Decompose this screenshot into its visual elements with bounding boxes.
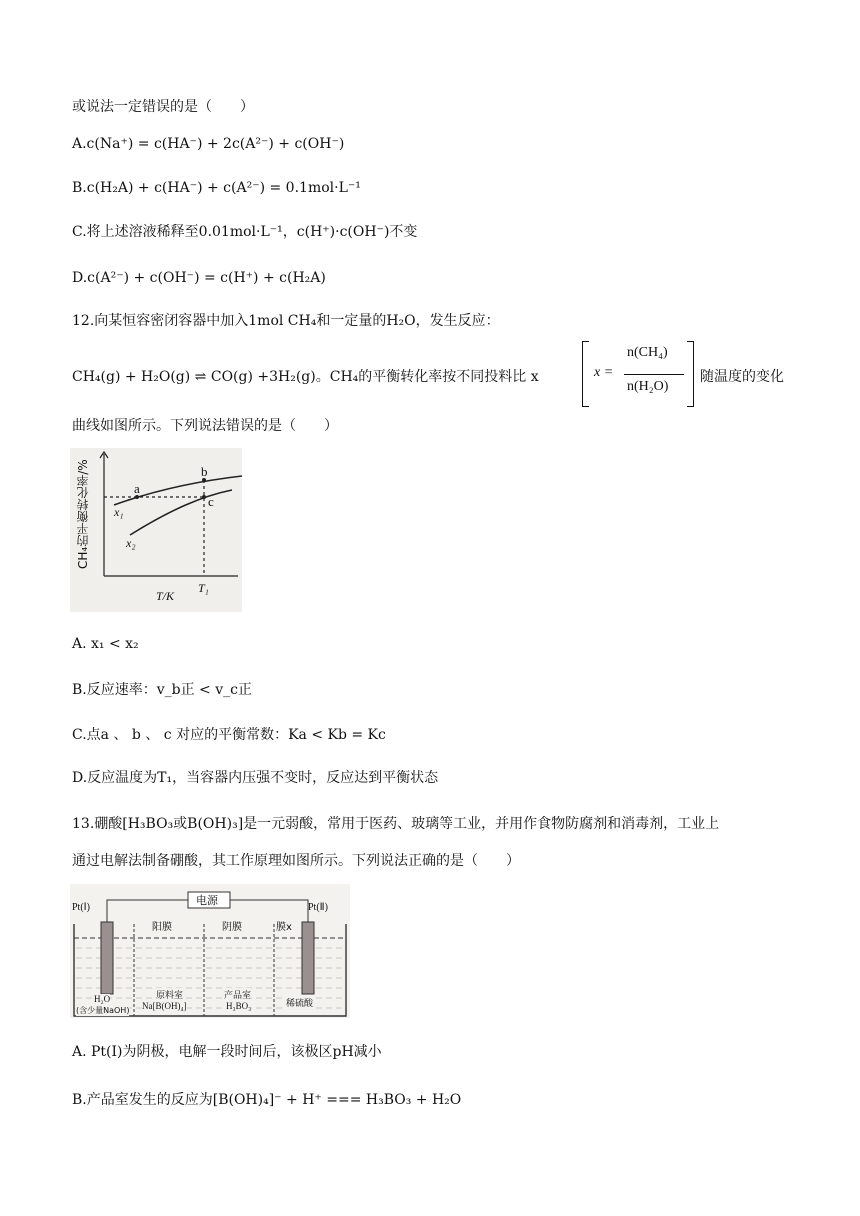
graph-curve-x2-label: x₂ (126, 536, 136, 550)
chamber2-line1: 原料室 (156, 988, 183, 1001)
q13-stem-line2: 通过电解法制备硼酸，其工作原理如图所示。下列说法正确的是（ ） (72, 853, 520, 869)
chamber3-line2: H₃BO₃ (226, 1001, 252, 1011)
q13-option-a: A. Pt(Ⅰ)为阴极，电解一段时间后，该极区pH减小 (72, 1044, 382, 1060)
q11-option-d: D.c(A²⁻) + c(OH⁻) = c(H⁺) + c(H₂A) (72, 270, 326, 286)
chamber3-line1: 产品室 (224, 988, 251, 1001)
fraction-lhs: x = (594, 365, 614, 380)
q13-stem-line1: 13.硼酸[H₃BO₃或B(OH)₃]是一元弱酸，常用于医药、玻璃等工业，并用作食物防腐剂和消毒剂，工业上 (72, 816, 720, 832)
curve-x2 (130, 490, 232, 535)
pt1-label: Pt(Ⅰ) (72, 902, 90, 913)
electrode-pt1 (101, 922, 113, 994)
power-label: 电源 (196, 894, 218, 907)
chamber2-line2: Na[B(OH)₄] (142, 1001, 187, 1011)
q13-option-b: B.产品室发生的反应为[B(OH)₄]⁻ + H⁺ === H₃BO₃ + H₂O (72, 1092, 462, 1108)
membrane2-label: 阴膜 (222, 922, 242, 933)
q11-option-b: B.c(H₂A) + c(HA⁻) + c(A²⁻) = 0.1mol·L⁻¹ (72, 180, 361, 196)
q12-stem-line1: 12.向某恒容密闭容器中加入1mol CH₄和一定量的H₂O，发生反应： (72, 313, 500, 329)
graph-curve-x1-label: x₁ (114, 505, 124, 519)
right-bracket (687, 341, 694, 407)
q11-stem: 或说法一定错误的是（ ） (72, 99, 254, 115)
fraction-bar (624, 374, 684, 375)
q12-option-b: B.反应速率：v_b正 < v_c正 (72, 682, 252, 698)
q12-stem-line3: 曲线如图所示。下列说法错误的是（ ） (72, 418, 338, 434)
q12-stem-line2a: CH₄(g) + H₂O(g) ⇌ CO(g) +3H₂(g)。CH₄的平衡转化率按不同投料比 x (72, 369, 539, 385)
q12-stem-line2b: 随温度的变化 (700, 369, 784, 385)
graph-point-c: c (208, 494, 214, 509)
electrode-pt2 (302, 922, 314, 994)
q12-option-a: A. x₁ < x₂ (72, 636, 139, 652)
chamber4-label: 稀硫酸 (286, 996, 313, 1009)
electrolysis-cell-diagram (70, 884, 350, 1018)
q11-option-c: C.将上述溶液稀释至0.01mol·L⁻¹，c(H⁺)·c(OH⁻)不变 (72, 224, 418, 240)
graph-t1-label: T₁ (198, 581, 209, 595)
q12-option-c: C.点a 、 b 、 c 对应的平衡常数：Ka < Kb = Kc (72, 727, 386, 743)
fraction-numerator: n(CH₄) (627, 345, 668, 360)
fraction-denominator: n(H₂O) (627, 379, 669, 394)
q12-ratio-fraction (582, 341, 694, 407)
graph-point-a: a (134, 481, 140, 496)
q11-option-a: A.c(Na⁺) = c(HA⁻) + 2c(A²⁻) + c(OH⁻) (72, 136, 345, 152)
chamber1-line1: H₂O (94, 994, 111, 1004)
q12-option-d: D.反应温度为T₁，当容器内压强不变时，反应达到平衡状态 (72, 770, 439, 786)
graph-y-label: CH₄的平衡转化率/% (76, 459, 90, 569)
membrane1-label: 阳膜 (152, 922, 172, 933)
chamber1-line2: (含少量NaOH) (76, 1006, 130, 1015)
graph-point-b: b (201, 464, 208, 479)
wire-left (107, 900, 188, 926)
left-bracket (582, 341, 589, 407)
membrane3-label: 膜x (276, 922, 292, 933)
conversion-vs-temperature-graph (70, 448, 242, 612)
point-c-dot (202, 495, 206, 499)
pt2-label: Pt(Ⅱ) (308, 902, 328, 913)
graph-x-label: T/K (156, 589, 175, 603)
